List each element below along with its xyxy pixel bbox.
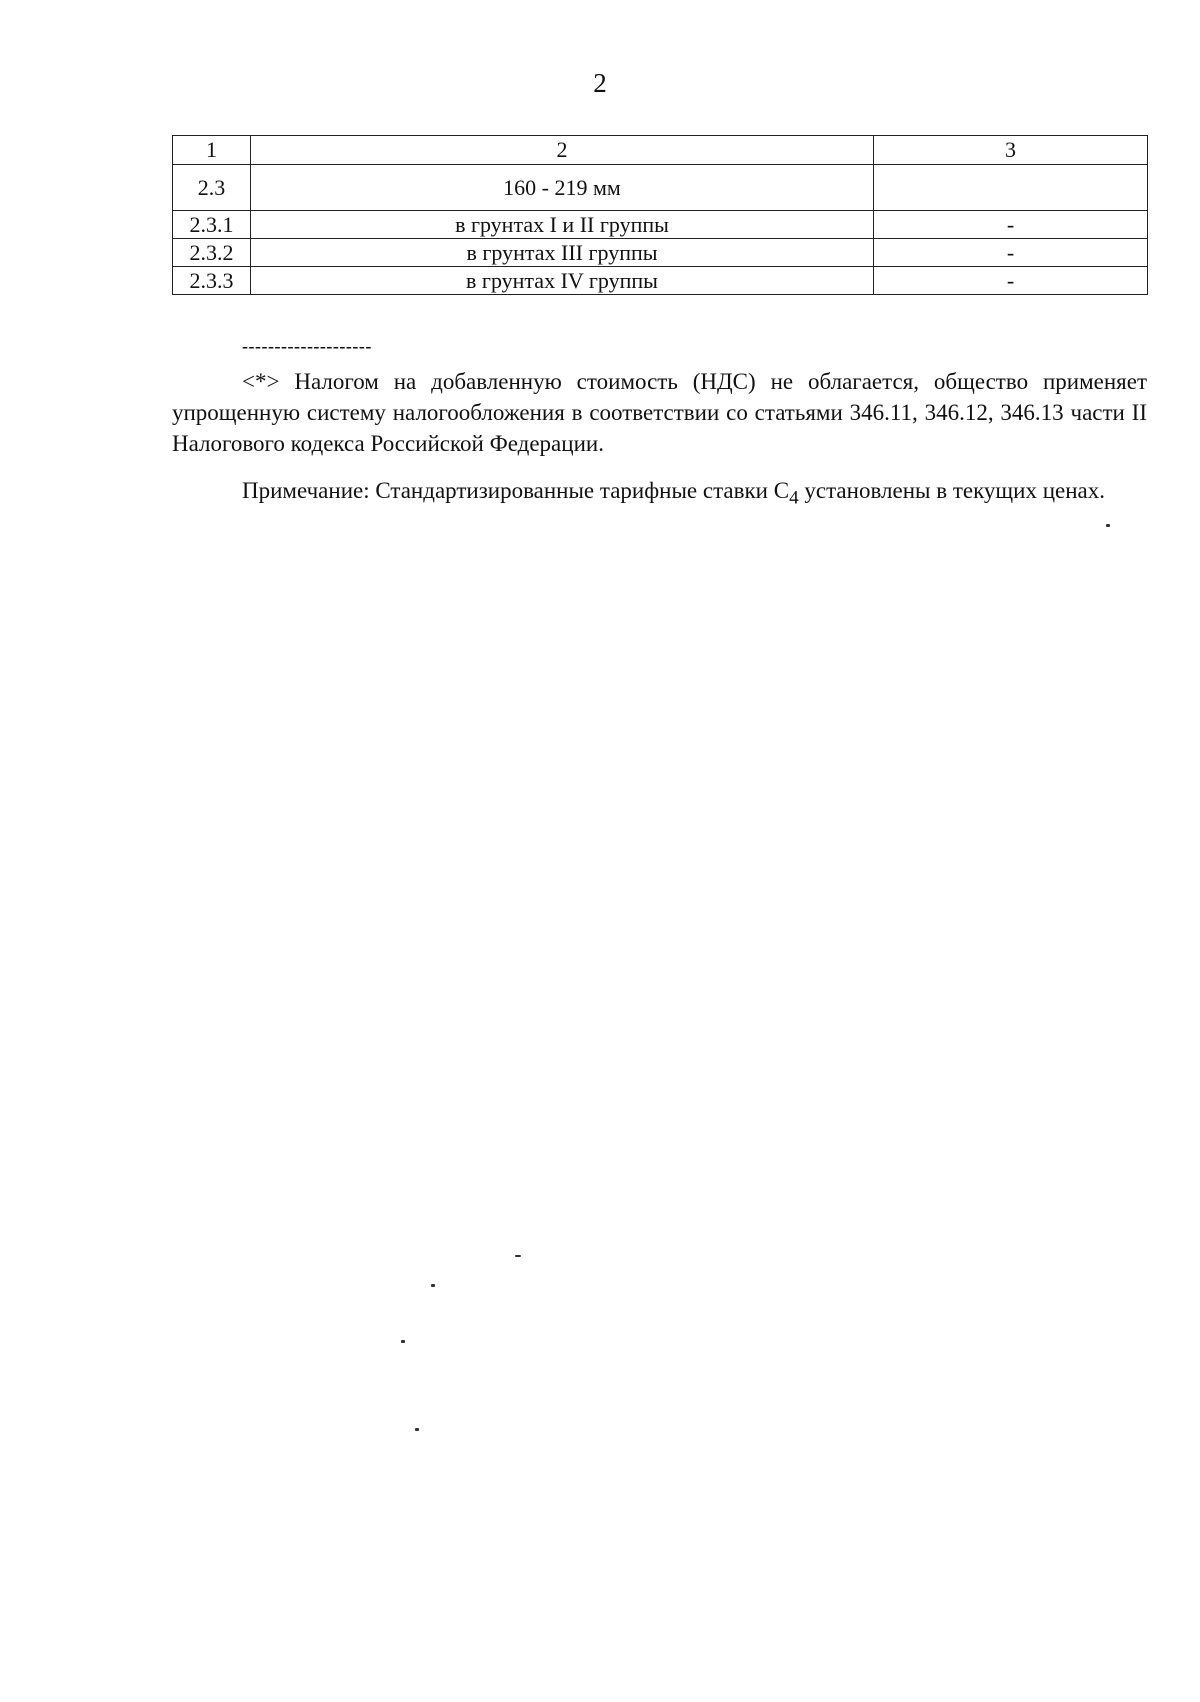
row-description-cell: в грунтах I и II группы: [251, 211, 874, 239]
note-prefix: Примечание: Стандартизированные тарифные ставки С: [242, 478, 790, 503]
column-header-2: 2: [251, 136, 874, 165]
row-number-cell: 2.3.1: [173, 211, 251, 239]
scan-speck: [515, 1255, 521, 1257]
scan-speck: [401, 1340, 405, 1343]
row-value-cell: [874, 165, 1148, 211]
table-row: [173, 165, 1148, 211]
row-value-cell: -: [874, 211, 1148, 239]
scan-speck: [415, 1428, 419, 1431]
note-suffix: установлены в текущих ценах.: [798, 478, 1105, 503]
column-header-3: 3: [874, 136, 1148, 165]
row-number-cell: 2.3: [173, 165, 251, 211]
table-row: [173, 211, 1148, 239]
row-number-cell: 2.3.2: [173, 239, 251, 267]
column-header-1: 1: [173, 136, 251, 165]
footnote-separator: --------------------: [242, 336, 372, 356]
row-description-cell: в грунтах III группы: [251, 239, 874, 267]
tariff-table: [172, 135, 1148, 295]
scan-speck: [431, 1284, 435, 1287]
scan-speck: [1106, 524, 1110, 527]
page-number: 2: [593, 68, 607, 98]
table-row: [173, 267, 1148, 295]
row-value-cell: -: [874, 267, 1148, 295]
row-description-cell: 160 - 219 мм: [251, 165, 874, 211]
note-subscript: 4: [789, 487, 799, 509]
row-number-cell: 2.3.3: [173, 267, 251, 295]
footnote-text: <*> Налогом на добавленную стоимость (НДС) не облагается, общество применяет упрощенную систему налогообложения в соответствии со статьями 346.11, 346.12, 346.13 части II Налогового кодекса Российской Федерации.: [172, 369, 1147, 456]
row-description-cell: в грунтах IV группы: [251, 267, 874, 295]
table-header-row: [173, 136, 1148, 165]
row-value-cell: -: [874, 239, 1148, 267]
table-row: [173, 239, 1148, 267]
note-text: [242, 475, 1147, 514]
